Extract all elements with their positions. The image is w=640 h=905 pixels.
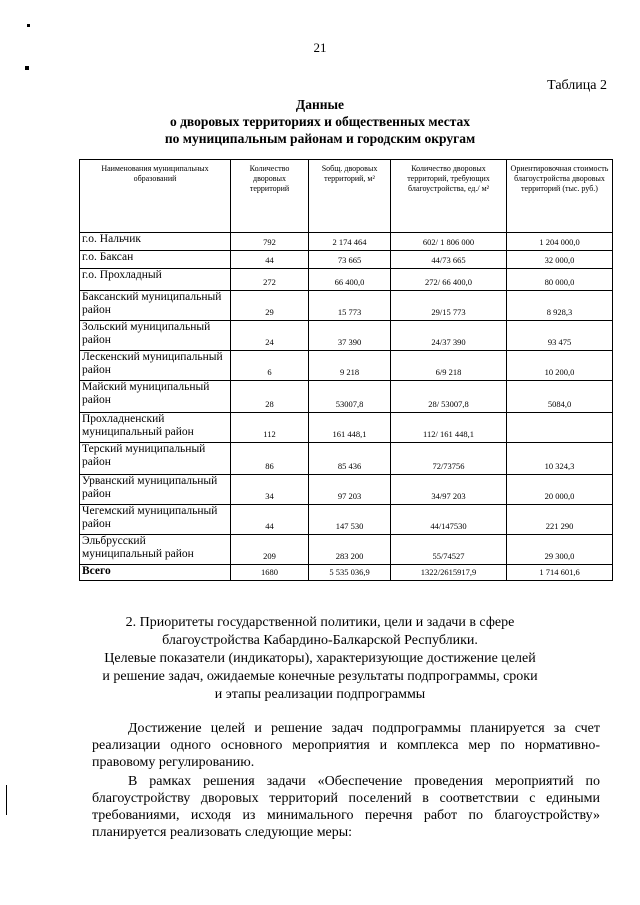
paragraph-text: Достижение целей и решение задач подпрограммы планируется за счет реализации одного основного мероприятия и комплекса мер по нормативно-правовому регулированию. [92,721,600,770]
value-cell: 34/97 203 [391,475,507,505]
table-row [80,321,613,351]
heading-line: благоустройства Кабардино-Балкарской Республики. [162,633,478,648]
value-cell: 20 000,0 [507,475,613,505]
row-name-cell: Майский муниципальный район [80,381,231,413]
value-cell: 10 324,3 [507,443,613,475]
value-cell: 6/9 218 [391,351,507,381]
value-cell: 34 [231,475,309,505]
value-cell: 29 [231,291,309,321]
header-cell: Количество дворовых территорий [231,160,309,233]
value-cell: 28 [231,381,309,413]
value-cell: 32 000,0 [507,251,613,269]
table-row [80,381,613,413]
heading-line: Целевые показатели (индикаторы), характеризующие достижение целей [104,651,536,666]
total-row [80,565,613,581]
row-name-cell: г.о. Прохладный [80,269,231,291]
value-cell: 72/73756 [391,443,507,475]
value-cell: 24/37 390 [391,321,507,351]
table-title [0,96,640,147]
value-cell: 1322/2615917,9 [391,565,507,581]
paragraph [92,773,600,841]
value-cell: 209 [231,535,309,565]
table-row [80,475,613,505]
table-header-row [80,160,613,233]
header-cell: Sобщ. дворовых территорий, м² [309,160,391,233]
row-name-cell: Лескенский муниципальный район [80,351,231,381]
scan-mark [25,66,29,70]
table-row [80,505,613,535]
value-cell [507,413,613,443]
value-cell: 24 [231,321,309,351]
header-cell: Ориентировочная стоимость благоустройства дворовых территорий (тыс. руб.) [507,160,613,233]
title-line: Данные [295,97,345,112]
value-cell: 6 [231,351,309,381]
data-table [79,159,613,581]
value-cell: 602/ 1 806 000 [391,233,507,251]
value-cell: 792 [231,233,309,251]
value-cell: 221 290 [507,505,613,535]
table-row [80,269,613,291]
value-cell: 28/ 53007,8 [391,381,507,413]
value-cell: 44/147530 [391,505,507,535]
header-cell: Наименования муниципальных образований [80,160,231,233]
value-cell: 97 203 [309,475,391,505]
title-line: о дворовых территориях и общественных местах [169,114,471,129]
row-name-cell: Терский муниципальный район [80,443,231,475]
table-row [80,351,613,381]
row-name-cell: Зольский муниципальный район [80,321,231,351]
value-cell: 37 390 [309,321,391,351]
value-cell: 29/15 773 [391,291,507,321]
row-name-cell: Баксанский муниципальный район [80,291,231,321]
value-cell: 10 200,0 [507,351,613,381]
value-cell: 15 773 [309,291,391,321]
header-cell: Количество дворовых территорий, требующих благоустройства, ед./ м² [391,160,507,233]
table-row [80,251,613,269]
scan-mark [27,24,30,27]
value-cell: 44 [231,505,309,535]
value-cell: 1 714 601,6 [507,565,613,581]
section-heading [0,614,640,704]
scan-mark [6,785,7,815]
value-cell: 86 [231,443,309,475]
heading-line: и решение задач, ожидаемые конечные результаты подпрограммы, сроки [102,669,538,684]
value-cell: 8 928,3 [507,291,613,321]
row-name-cell: Прохладненский муниципальный район [80,413,231,443]
value-cell: 66 400,0 [309,269,391,291]
value-cell: 73 665 [309,251,391,269]
paragraph-text: В рамках решения задачи «Обеспечение проведения мероприятий по благоустройству дворовых территорий поселений в соответствии с едиными требованиями, исходя из минимального перечня работ по благоустройству» планируется реализовать следующие меры: [92,774,600,840]
table-label: Таблица 2 [547,78,607,93]
value-cell: 93 475 [507,321,613,351]
value-cell: 272/ 66 400,0 [391,269,507,291]
table-row [80,291,613,321]
value-cell: 5084,0 [507,381,613,413]
table-row [80,443,613,475]
page-number: 21 [313,40,327,55]
paragraph [92,720,600,771]
value-cell: 80 000,0 [507,269,613,291]
value-cell: 112/ 161 448,1 [391,413,507,443]
value-cell: 53007,8 [309,381,391,413]
table-row [80,413,613,443]
row-name-cell: Всего [80,565,231,581]
value-cell: 55/74527 [391,535,507,565]
row-name-cell: г.о. Баксан [80,251,231,269]
value-cell: 44/73 665 [391,251,507,269]
value-cell: 283 200 [309,535,391,565]
value-cell: 2 174 464 [309,233,391,251]
row-name-cell: Урванский муниципальный район [80,475,231,505]
table-row [80,535,613,565]
heading-line: 2. Приоритеты государственной политики, цели и задачи в сфере [125,615,515,630]
value-cell: 147 530 [309,505,391,535]
table-row [80,233,613,251]
value-cell: 112 [231,413,309,443]
title-line: по муниципальным районам и городским округам [164,131,476,146]
value-cell: 272 [231,269,309,291]
value-cell: 29 300,0 [507,535,613,565]
row-name-cell: Чегемский муниципальный район [80,505,231,535]
heading-line: и этапы реализации подпрограммы [214,687,426,702]
value-cell: 161 448,1 [309,413,391,443]
value-cell: 5 535 036,9 [309,565,391,581]
value-cell: 1 204 000,0 [507,233,613,251]
value-cell: 85 436 [309,443,391,475]
value-cell: 9 218 [309,351,391,381]
row-name-cell: Эльбрусский муниципальный район [80,535,231,565]
row-name-cell: г.о. Нальчик [80,233,231,251]
value-cell: 1680 [231,565,309,581]
value-cell: 44 [231,251,309,269]
